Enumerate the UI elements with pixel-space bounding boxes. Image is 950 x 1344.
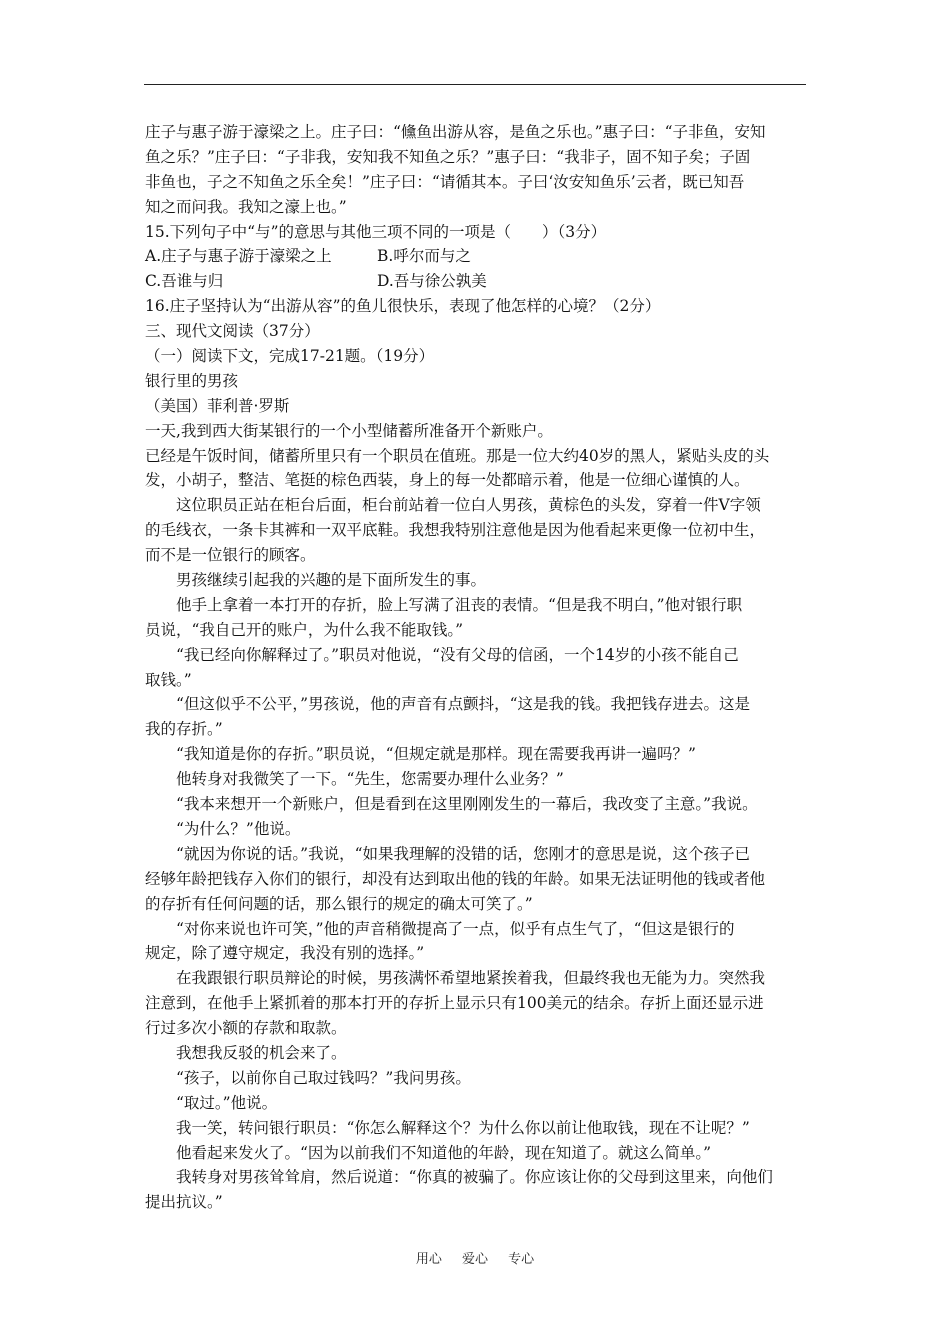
- page-content: [145, 120, 809, 1215]
- passage-line: 知之而问我。我知之濠上也。”: [145, 197, 347, 216]
- story-line: 一天,我到西大街某银行的一个小型储蓄所准备开个新账户。: [145, 421, 553, 440]
- story-line: “就因为你说的话。”我说，“如果我理解的没错的话，您刚才的意思是说，这个孩子已: [176, 844, 751, 863]
- story-line: 规定，除了遵守规定，我没有别的选择。”: [145, 944, 425, 963]
- story-line: 取钱。”: [145, 670, 192, 689]
- header-rule: [144, 84, 806, 85]
- option-d: D.吾与徐公孰美: [377, 272, 487, 291]
- story-line: 已经是午饭时间，储蓄所里只有一个职员在值班。那是一位大约40岁的黑人，紧贴头皮的头: [145, 446, 770, 465]
- section-heading: 三、现代文阅读（37分）: [145, 322, 320, 341]
- story-line: 这位职员正站在柜台后面，柜台前站着一位白人男孩，黄棕色的头发，穿着一件V字领: [176, 496, 761, 515]
- story-line: 发，小胡子，整洁、笔挺的棕色西装，身上的每一处都暗示着，他是一位细心谨慎的人。: [145, 471, 750, 490]
- story-line: 在我跟银行职员辩论的时候，男孩满怀希望地紧挨着我，但最终我也无能为力。突然我: [176, 969, 766, 988]
- part-heading: （一）阅读下文，完成17-21题。（19分）: [145, 347, 435, 366]
- story-line: 行过多次小额的存款和取款。: [145, 1019, 347, 1038]
- footer-text: 用心: [415, 1252, 442, 1267]
- story-line: “但这似乎不公平，”男孩说，他的声音有点颤抖，“这是我的钱。我把钱存进去。这是: [176, 695, 751, 714]
- story-line: “我已经向你解释过了。”职员对他说，“没有父母的信函，一个14岁的小孩不能自己: [176, 645, 739, 664]
- story-line: 注意到，在他手上紧抓着的那本打开的存折上显示只有100美元的结余。存折上面还显示进: [145, 994, 764, 1013]
- story-line: “为什么？”他说。: [176, 819, 301, 838]
- story-line: 男孩继续引起我的兴趣的是下面所发生的事。: [176, 571, 487, 590]
- story-line: “我知道是你的存折。”职员说，“但规定就是那样。现在需要我再讲一遍吗？”: [176, 745, 696, 764]
- option-a: A.庄子与惠子游于濠梁之上: [145, 247, 332, 266]
- passage-line: 鱼之乐？”庄子曰：“子非我，安知我不知鱼之乐？”惠子曰：“我非子，固不知子矣；子固: [145, 147, 751, 166]
- story-line: “我本来想开一个新账户，但是看到在这里刚刚发生的一幕后，我改变了主意。”我说。: [176, 795, 758, 814]
- story-line: 员说，“我自己开的账户，为什么我不能取钱。”: [145, 620, 464, 639]
- story-author: （美国）菲利普·罗斯: [145, 396, 290, 415]
- story-line: 我的存折。”: [145, 720, 223, 739]
- option-c: C.吾谁与归: [145, 272, 224, 291]
- story-line: “孩子，以前你自己取过钱吗？”我问男孩。: [176, 1068, 471, 1087]
- story-line: 他手上拿着一本打开的存折，脸上写满了沮丧的表情。“但是我不明白，”他对银行职: [176, 595, 743, 614]
- story-line: 我想我反驳的机会来了。: [176, 1043, 347, 1062]
- footer-text: 爱心: [461, 1252, 488, 1267]
- story-line: “对你来说也许可笑，”他的声音稍微提高了一点，似乎有点生气了，“但这是银行的: [176, 919, 735, 938]
- question-15-options-row2: [145, 269, 809, 294]
- story-line: 提出抗议。”: [145, 1193, 223, 1212]
- passage-line: 非鱼也，子之不知鱼之乐全矣！”庄子曰：“请循其本。子曰‘汝安知鱼乐’云者，既已知吾: [145, 172, 745, 191]
- classical-passage: [145, 120, 809, 220]
- footer-text: 专心: [508, 1252, 535, 1267]
- story-line: 的存折有任何问题的话，那么银行的规定的确太可笑了。”: [145, 894, 533, 913]
- question-15-options-row1: [145, 244, 809, 269]
- story-body: [145, 419, 809, 1216]
- story-line: 我转身对男孩耸耸肩，然后说道：“你真的被骗了。你应该让你的父母到这里来，向他们: [176, 1168, 773, 1187]
- page-footer: [0, 1248, 950, 1267]
- passage-line: 庄子与惠子游于濠梁之上。庄子曰：“儵鱼出游从容，是鱼之乐也。”惠子曰：“子非鱼，安知: [145, 123, 766, 141]
- story-line: “取过。”他说。: [176, 1093, 278, 1112]
- question-16: 16.庄子坚持认为“出游从容”的鱼儿很快乐，表现了他怎样的心境？（2分）: [145, 297, 661, 316]
- story-line: 他转身对我微笑了一下。“先生，您需要办理什么业务？”: [176, 770, 564, 789]
- story-line: 的毛线衣，一条卡其裤和一双平底鞋。我想我特别注意他是因为他看起来更像一位初中生，: [145, 521, 766, 540]
- story-line: 我一笑，转问银行职员：“你怎么解释这个？为什么你以前让他取钱，现在不让呢？”: [176, 1118, 750, 1137]
- story-title: 银行里的男孩: [145, 371, 239, 390]
- story-line: 而不是一位银行的顾客。: [145, 546, 316, 565]
- option-b: B.呼尔而与之: [377, 247, 471, 266]
- story-line: 他看起来发火了。“因为以前我们不知道他的年龄，现在知道了。就这么简单。”: [176, 1143, 712, 1162]
- story-line: 经够年龄把钱存入你们的银行，却没有达到取出他的钱的年龄。如果无法证明他的钱或者他: [145, 869, 766, 888]
- question-15-stem: 15.下列句子中“与”的意思与其他三项不同的一项是（ ）（3分）: [145, 222, 607, 241]
